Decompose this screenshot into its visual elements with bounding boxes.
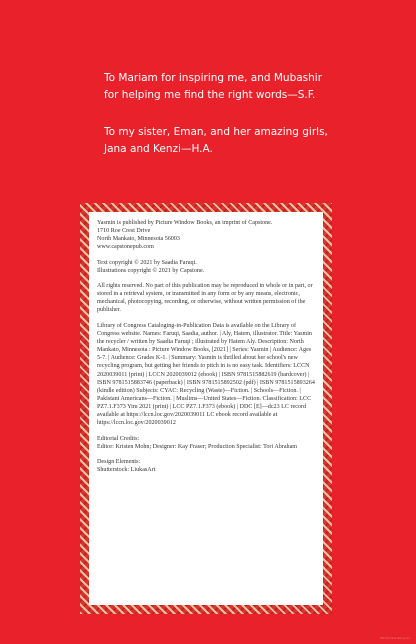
- corner-note: Yasmin the Recycler: [379, 636, 410, 640]
- rights-statement: All rights reserved. No part of this publication may be reproduced in whole or in part, or stored in a retrieval system, or transmitted in any form or by any means, electronic, mechanical, photocopying, recording, or otherwise, without written permission of the publisher.: [97, 282, 313, 314]
- publisher-city-line: North Mankato, Minnesota 56003: [97, 236, 180, 243]
- editorial-credits: [97, 435, 315, 451]
- publisher-address-line: 1710 Roe Crest Drive: [97, 228, 151, 235]
- dedication-paragraph-2: [104, 124, 404, 158]
- publisher-website: www.capstonepub.com: [97, 244, 154, 251]
- design-elements: [97, 458, 315, 474]
- design-elements-text: Shutterstock: LiukasArt: [97, 467, 156, 474]
- illustrations-copyright-line: Illustrations copyright © 2021 by Capstone.: [97, 267, 205, 274]
- text-copyright-line: Text copyright © 2021 by Saadia Faruqi.: [97, 259, 197, 266]
- copyright-notice: [97, 259, 315, 275]
- cip-data: Library of Congress Cataloging-in-Publication Data is available on the Library of Congress website. Names: Faruqi, Saadia, author. | Aly, Hatem, illustrator. Title: Yasmin the recycler / written by Saadia Faruqi ; illustrated by Hatem Aly. Description: North Mankato, Minnesota : Picture Window Books, [2021] | Series: Yasmin | Audience: Ages 5-7. | Audience: Grades K-1. | Summary: Yasmin is thrilled about her school's new recycling program, but getting her friends to pitch in is no easy task. Identifiers: LCCN 2020039011 (print) | LCCN 2020039012 (ebook) | ISBN 9781515882619 (hardcover) | ISBN 9781515883746 (paperback) | ISBN 9781515892502 (pdf) | ISBN 9781515893264 (kindle edition) Subjects: CYAC: Recycling (Waste)—Fiction. | Schools—Fiction. | Pakistani Americans—Fiction. | Muslims—United States—Fiction. Classification: LCC PZ7.1.F373 Yim 2021 (print) | LCC PZ7.1.F373 (ebook) | DDC [E]—dc23 LC record available at https://lccn.loc.gov/2020039011 LC ebook record available at https://lccn.loc.gov/2020039012: [97, 322, 315, 427]
- dedication-line: To my sister, Eman, and her amazing girls,: [104, 126, 328, 138]
- dedication-paragraph-1: [104, 70, 404, 104]
- decorative-border-frame: [80, 203, 332, 614]
- publisher-info: [97, 219, 315, 252]
- dedication: [104, 70, 404, 178]
- editorial-credits-text: Editor: Kristen Mohn; Designer: Kay Fraser; Production Specialist: Tori Abraham: [97, 443, 298, 450]
- publisher-line: Yasmin is published by Picture Window Books, an imprint of Capstone.: [97, 220, 273, 226]
- design-elements-heading: Design Elements:: [97, 458, 141, 465]
- dedication-line: To Mariam for inspiring me, and Mubashir: [104, 72, 323, 84]
- copyright-page: [89, 212, 323, 605]
- dedication-line: Jana and Kenzi—H.A.: [104, 143, 213, 155]
- dedication-line: for helping me find the right words—S.F.: [104, 89, 316, 101]
- editorial-credits-heading: Editorial Credits:: [97, 435, 140, 442]
